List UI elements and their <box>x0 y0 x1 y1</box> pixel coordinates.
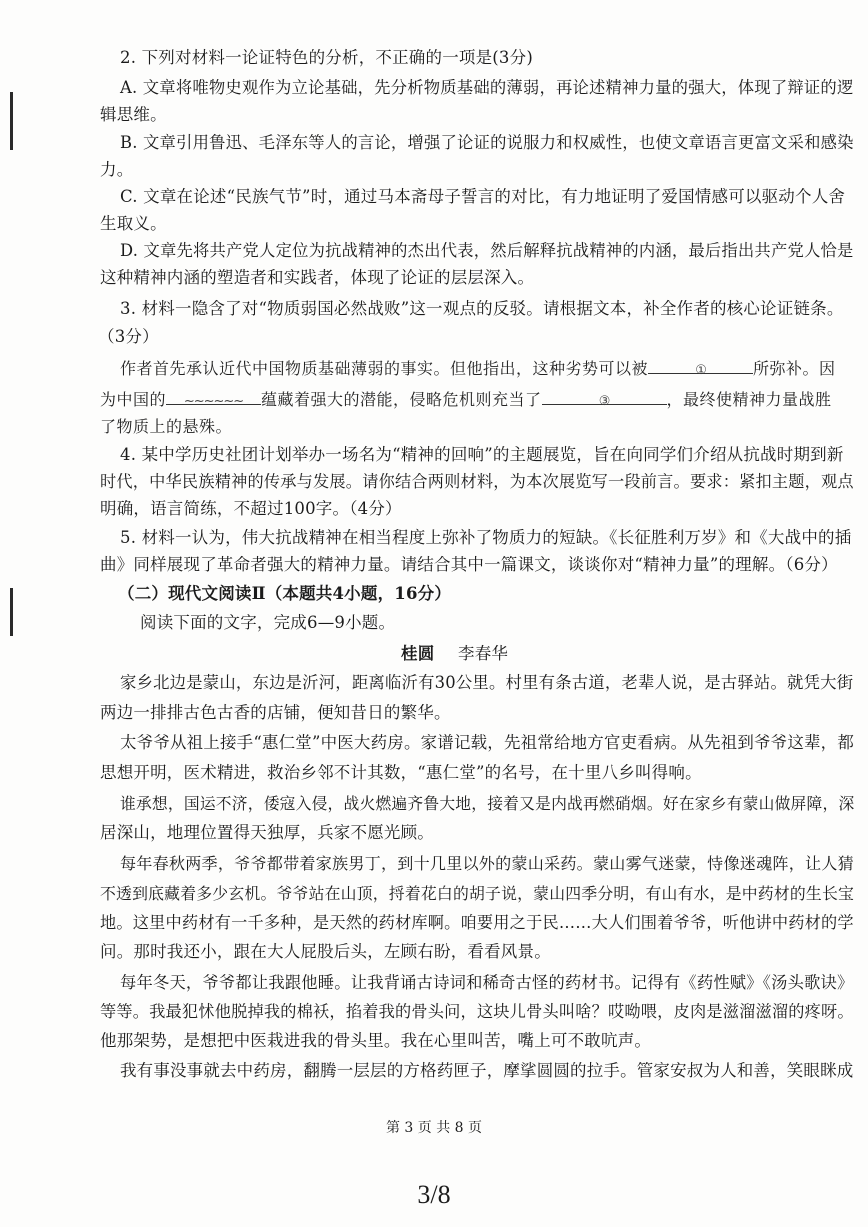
q4-line-1: 4. 某中学历史社团计划举办一场名为“精神的回响”的主题展览，旨在向同学们介绍从抗战时期到新 <box>120 445 844 464</box>
scan-edge-mark <box>10 588 13 636</box>
page-number: 3/8 <box>417 1180 451 1209</box>
blank-3-marker: ③ <box>598 394 610 409</box>
q3-chain-text: 作者首先承认近代中国物质基础薄弱的事实。但他指出，这种劣势可以被 <box>120 359 649 378</box>
blank-1-marker: ① <box>695 363 706 378</box>
q2-option-d-cont: 这种精神内涵的塑造者和实践者，体现了论证的层层深入。 <box>100 268 535 287</box>
story-paragraph-line: 不透到底藏着多少玄机。爷爷站在山顶，捋着花白的胡子说，蒙山四季分明，有山有水，是中药材的生长宝 <box>100 884 855 903</box>
story-paragraph-line: 居深山，地理位置得天独厚，兵家不愿光顾。 <box>100 823 434 842</box>
q3-chain-text: 所弥补。因 <box>753 359 836 378</box>
section-instruction: 阅读下面的文字，完成6—9小题。 <box>140 613 396 632</box>
q5-line-2: 曲》同样展现了革命者强大的精神力量。请结合其中一篇课文，谈谈你对“精神力量”的理解。（6分） <box>100 555 838 574</box>
story-paragraph-line: 谁承想，国运不济，倭寇入侵，战火燃遍齐鲁大地，接着又是内战再燃硝烟。好在家乡有蒙山做屏障，深 <box>120 794 855 813</box>
story-paragraph-line: 两边一排排古色古香的店铺，便知昔日的繁华。 <box>100 703 451 722</box>
q3-chain-line-1 <box>120 357 836 380</box>
q5-line-1: 5. 材料一认为，伟大抗战精神在相当程度上弥补了物质力的短缺。《长征胜利万岁》和《大战中的插 <box>120 528 852 547</box>
q2-option-c-cont: 生取义。 <box>100 214 167 233</box>
section-heading: （二）现代文阅读Ⅱ（本题共4小题，16分） <box>118 584 452 603</box>
scan-edge-mark <box>10 92 13 150</box>
q3-chain-text: 蕴藏着强大的潜能，侵略危机则充当了 <box>261 390 542 409</box>
answer-blank-3[interactable] <box>542 388 667 409</box>
q4-line-3: 明确，语言简练，不超过100字。（4分） <box>100 499 402 518</box>
q2-option-a-cont: 辑思维。 <box>100 105 167 124</box>
q4-line-2: 时代，中华民族精神的传承与发展。请你结合两则材料，为本次展览写一段前言。要求：紧扣主题，观点 <box>100 472 854 491</box>
answer-blank-2[interactable] <box>166 388 261 409</box>
story-author: 李春华 <box>458 644 509 663</box>
q3-stem: 3. 材料一隐含了对“物质弱国必然战败”这一观点的反驳。请根据文本，补全作者的核心论证链条。 <box>120 299 844 318</box>
q2-option-a: A. 文章将唯物史观作为立论基础，先分析物质基础的薄弱，再论述精神力量的强大，体现了辩证的逻 <box>120 78 854 97</box>
story-paragraph-line: 地。这里中药材有一千多种，是天然的药材库啊。咱要用之于民……大人们围着爷爷，听他讲中药材的学 <box>100 913 854 932</box>
answer-blank-1[interactable] <box>648 357 753 378</box>
q3-score: （3分） <box>98 327 159 346</box>
story-paragraph-line: 太爷爷从祖上接手“惠仁堂”中医大药房。家谱记载，先祖常给地方官吏看病。从先祖到爷爷这辈，都 <box>120 733 854 752</box>
story-paragraph-line: 等等。我最犯怵他脱掉我的棉袄，掐着我的骨头问，这块儿骨头叫啥？哎呦喂，皮肉是滋溜滋溜的疼呀。 <box>100 1002 854 1021</box>
q2-option-b-cont: 力。 <box>100 160 134 179</box>
blank-2-scribble: ~~~~~~ <box>183 394 244 409</box>
story-paragraph-line: 家乡北边是蒙山，东边是沂河，距离临沂有30公里。村里有条古道，老辈人说，是古驿站。就凭大街 <box>120 673 854 692</box>
story-paragraph-line: 问。那时我还小，跟在大人屁股后头，左顾右盼，看看风景。 <box>100 942 551 961</box>
q2-option-c: C. 文章在论述“民族气节”时，通过马本斋母子誓言的对比，有力地证明了爱国情感可以驱动个人舍 <box>120 187 846 206</box>
q3-chain-line-2 <box>100 388 832 411</box>
story-paragraph-line: 每年冬天，爷爷都让我跟他睡。让我背诵古诗词和稀奇古怪的药材书。记得有《药性赋》《汤头歌诀》 <box>120 973 854 992</box>
story-title: 桂圆 <box>401 644 435 663</box>
q2-option-b: B. 文章引用鲁迅、毛泽东等人的言论，增强了论证的说服力和权威性，也使文章语言更富文采和感染 <box>120 133 854 152</box>
story-paragraph-line: 每年春秋两季，爷爷都带着家族男丁，到十几里以外的蒙山采药。蒙山雾气迷蒙，恃像迷魂阵，让人猜 <box>120 854 854 873</box>
q2-stem: 2. 下列对材料一论证特色的分析，不正确的一项是(3分) <box>120 48 533 67</box>
page-footer: 第 3 页 共 8 页 <box>385 1120 483 1136</box>
story-paragraph-line: 他那架势，是想把中医栽进我的骨头里。我在心里叫苦，嘴上可不敢吭声。 <box>100 1031 652 1050</box>
q3-chain-text: ，最终使精神力量战胜 <box>666 390 832 409</box>
q3-chain-line-3: 了物质上的悬殊。 <box>100 417 233 436</box>
q3-chain-text: 为中国的 <box>100 390 167 409</box>
q2-option-d: D. 文章先将共产党人定位为抗战精神的杰出代表，然后解释抗战精神的内涵，最后指出共产党人恰是 <box>120 241 854 260</box>
story-paragraph-line: 思想开明，医术精进，救治乡邻不计其数，“惠仁堂”的名号，在十里八乡叫得响。 <box>100 763 702 782</box>
story-paragraph-line: 我有事没事就去中药房，翻腾一层层的方格药匣子，摩挲圆圆的拉手。管家安叔为人和善，笑眼眯成 <box>120 1061 854 1080</box>
